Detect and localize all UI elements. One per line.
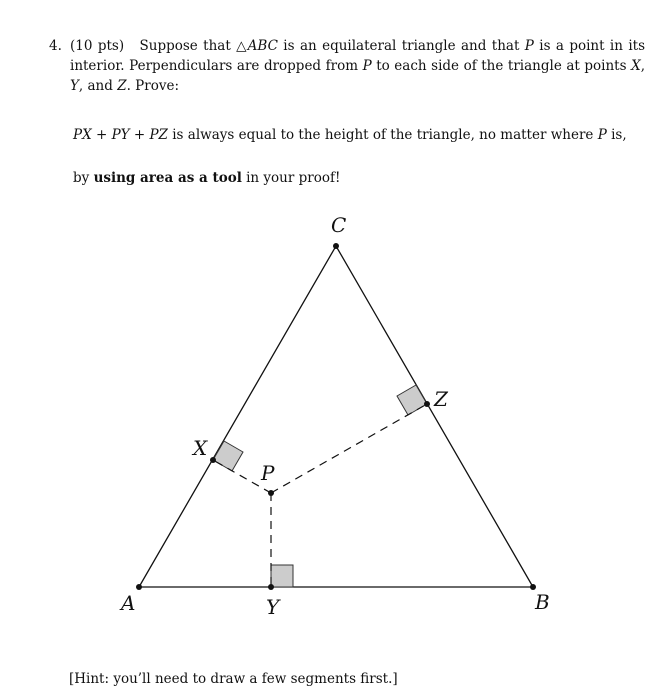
segment-pz (271, 404, 427, 493)
statement-text: , and (78, 78, 118, 94)
label-y: Y (266, 595, 280, 619)
label-c: C (331, 213, 347, 237)
label-z: Z (434, 387, 448, 411)
point-y (268, 584, 274, 590)
statement-text: . Prove: (126, 78, 179, 94)
right-angle-y (271, 565, 293, 587)
statement-text: is an equilateral triangle and that (277, 38, 525, 54)
statement-text: by (73, 170, 94, 186)
hint-text: [Hint: you’ll need to draw a few segments first.] (69, 671, 398, 687)
point-c (333, 243, 339, 249)
statement-text: in your proof! (241, 170, 341, 186)
math-point-y: Y (70, 78, 79, 94)
math-point-p: P (524, 38, 534, 54)
point-p (268, 490, 274, 496)
point-x (210, 457, 216, 463)
math-point-x: X (631, 58, 641, 74)
math-point-z: Z (117, 78, 127, 94)
problem-points: (10 pts) (70, 38, 125, 54)
claim-text: is always equal to the height of the triangle, no matter where (167, 127, 598, 143)
label-p: P (261, 461, 275, 485)
math-point-p: P (362, 58, 372, 74)
triangle-name: ABC (247, 38, 278, 54)
point-z (424, 401, 430, 407)
label-x: X (193, 436, 208, 460)
math-point-p: P (597, 127, 607, 143)
problem-number: 4. (49, 38, 62, 54)
claim-math: PX + PY + PZ (73, 127, 168, 143)
triangle-symbol: △ (236, 38, 248, 54)
point-a (136, 584, 142, 590)
right-angle-x (213, 441, 243, 471)
triangle-abc (139, 246, 533, 587)
label-b: B (535, 590, 550, 614)
bold-emphasis: using area as a tool (93, 170, 242, 186)
claim-text: is, (606, 127, 627, 143)
statement-text: Suppose that (139, 38, 237, 54)
statement-text: to each side of the triangle at points (371, 58, 632, 74)
label-a: A (121, 591, 136, 615)
statement-text: , (640, 58, 645, 74)
statement-text: is a point in its interior. Perpendiculars are dropped from (70, 38, 646, 74)
right-angle-z (397, 385, 427, 415)
